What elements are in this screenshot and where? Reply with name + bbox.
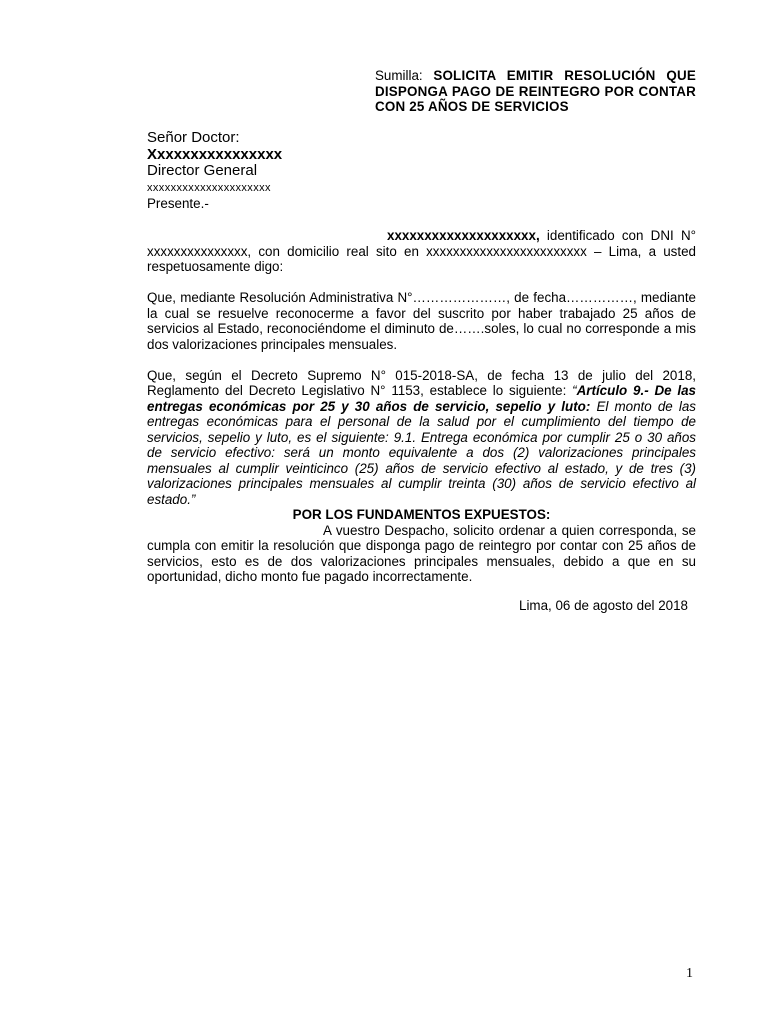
addressee-name: Xxxxxxxxxxxxxxxx [147, 145, 283, 163]
article-title: Artículo 9.- De las entregas económicas por 25 y 30 años de servicio, sepelio y luto: [147, 383, 697, 414]
intro-paragraph [147, 228, 696, 275]
petitioner-name: xxxxxxxxxxxxxxxxxxxx, [387, 228, 540, 243]
salutation: Señor Doctor: [147, 129, 240, 146]
sumilla-block [375, 68, 696, 115]
date-line: Lima, 06 de agosto del 2018 [519, 598, 688, 613]
addressee-block [147, 130, 547, 213]
sumilla-text: SOLICITA EMITIR RESOLUCIÓN QUE DISPONGA PAGO DE REINTEGRO POR CONTAR CON 25 AÑOS DE SERVICIOS [375, 68, 696, 114]
intro-text: identificado con DNI N° xxxxxxxxxxxxxxx, con domicilio real sito en xxxxxxxxxxxxxxxxxxxxxxxx – Lima, a usted respetuosamente digo: [147, 228, 696, 274]
sumilla-label: Sumilla: [375, 68, 423, 83]
presente-line: Presente.- [147, 196, 209, 211]
addressee-title: Director General [147, 162, 258, 179]
page-number: 1 [686, 966, 693, 981]
decree-lead: Que, según el Decreto Supremo N° 015-2018-SA, de fecha 13 de julio del 2018, Reglamento del Decreto Legislativo N° 1153, establece lo siguiente: [147, 367, 696, 398]
addressee-entity: xxxxxxxxxxxxxxxxxxxxx [147, 181, 271, 194]
closing-heading-text: POR LOS FUNDAMENTOS EXPUESTOS: [292, 507, 551, 522]
closing-paragraph: A vuestro Despacho, solicito ordenar a quien corresponda, se cumpla con emitir la resolución que disponga pago de reintegro por contar con 25 años de servicios, esto es de dos valorizaciones principales mensuales, debido a que en su oportunidad, dicho monto fue pagado incorrectamente. [147, 522, 696, 584]
closing-heading [147, 507, 696, 523]
paragraph-decree [147, 368, 696, 508]
letter-body [147, 228, 696, 585]
quote-open: “ [572, 383, 577, 398]
paragraph-resolution: Que, mediante Resolución Administrativa N°…………………, de fecha……………, mediante la cual se resuelve reconocerme a favor del suscrito por haber trabajado 25 años de servicios al Estado, reconociéndome el diminuto de…….soles, lo cual no corresponde a mis dos valorizaciones principales mensuales. [147, 290, 696, 352]
article-body: El monto de las entregas económicas para el personal de la salud por el cumplimiento del tiempo de servicios, sepelio y luto, es el siguiente: 9.1. Entrega económica por cumplir 25 o 30 años de servicio efectivo: será un monto equivalente a dos (2) valorizaciones principales mensuales al cumplir veinticinco (25) años de servicio efectivo al estado, y de tres (3) valorizaciones principales mensuales al cumplir treinta (30) años de servicio efectivo al estado.” [147, 398, 696, 507]
